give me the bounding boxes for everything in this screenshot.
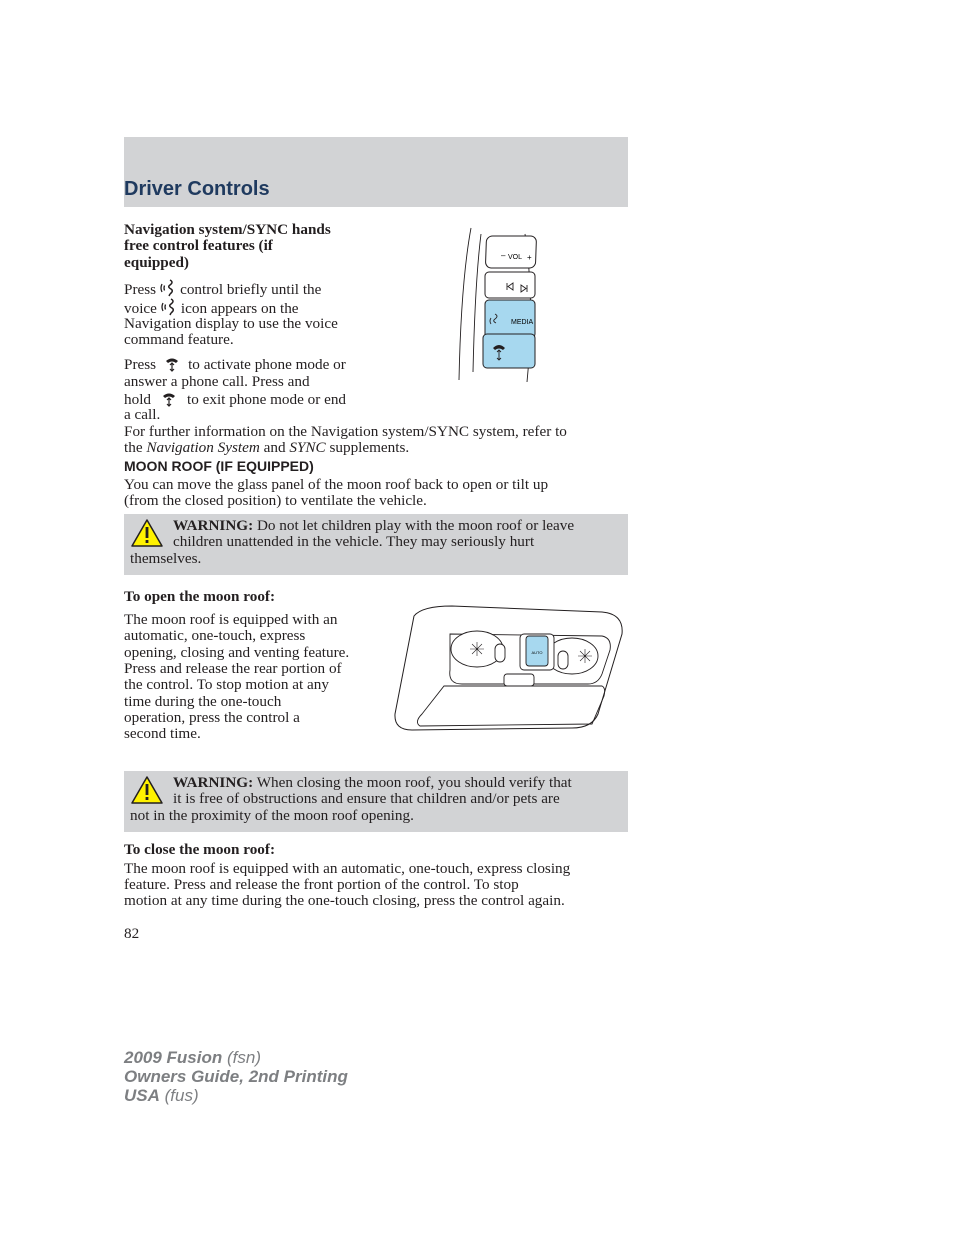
- open-line-1: The moon roof is equipped with an: [124, 611, 338, 628]
- steering-wheel-controls-figure: [455, 222, 545, 387]
- phone-l3-a: hold: [124, 391, 152, 408]
- phone-text-line-2: answer a phone call. Press and: [124, 373, 310, 390]
- phone-l3-b: to exit phone mode or end: [187, 391, 347, 408]
- voice-l2-b: icon appears on the: [180, 300, 299, 317]
- nav-heading-line-2: free control features (if: [124, 237, 273, 254]
- voice-l2-a: voice: [124, 300, 157, 317]
- warning-2-label: WARNING:: [173, 774, 254, 791]
- warning-2-line-3: not in the proximity of the moon roof opening.: [130, 807, 414, 824]
- further-and: and: [263, 439, 286, 456]
- vol-plus: +: [527, 253, 532, 262]
- footer-market-code: (fus): [164, 1086, 199, 1105]
- close-line-3: motion at any time during the one-touch closing, press the control again.: [124, 892, 565, 909]
- footer-line-3: [124, 1086, 348, 1105]
- close-line-2: feature. Press and release the front portion of the control. To stop: [124, 876, 519, 893]
- phone-icon: [164, 356, 180, 372]
- footer: [124, 1048, 348, 1105]
- open-line-7: operation, press the control a: [124, 709, 300, 726]
- open-line-5: the control. To stop motion at any: [124, 676, 329, 693]
- open-line-6: time during the one-touch: [124, 693, 282, 710]
- phone-l1-a: Press: [124, 356, 157, 373]
- further-info-line-1: For further information on the Navigation system/SYNC system, refer to: [124, 423, 567, 440]
- footer-line-1: [124, 1048, 348, 1067]
- footer-guide: Owners Guide, 2nd Printing: [124, 1067, 348, 1086]
- further-the: the: [124, 439, 143, 456]
- phone-text-line-1: [124, 356, 346, 374]
- open-line-8: second time.: [124, 725, 201, 742]
- open-line-3: opening, closing and venting feature.: [124, 644, 350, 661]
- moon-roof-intro-line-1: You can move the glass panel of the moon roof back to open or tilt up: [124, 476, 549, 493]
- voice-text-line-1: [124, 279, 321, 299]
- warning-2-line-2: it is free of obstructions and ensure that children and/or pets are: [173, 790, 560, 807]
- warning-triangle-icon: [130, 775, 164, 805]
- voice-l1-a: Press: [124, 281, 157, 298]
- open-heading: To open the moon roof:: [124, 588, 276, 605]
- warning-triangle-icon: [130, 518, 164, 548]
- overhead-console-figure: [392, 604, 626, 732]
- voice-text-line-3: Navigation display to use the voice: [124, 315, 338, 332]
- nav-heading-line-1: Navigation system/SYNC hands: [124, 221, 331, 238]
- warning-2-text-1: When closing the moon roof, you should verify that: [256, 774, 572, 791]
- further-supplements: supplements.: [329, 439, 410, 456]
- open-line-4: Press and release the rear portion of: [124, 660, 342, 677]
- voice-icon: [159, 279, 177, 297]
- voice-icon: [160, 298, 178, 316]
- phone-text-line-4: a call.: [124, 406, 161, 423]
- media-label: MEDIA: [511, 319, 534, 326]
- close-heading: To close the moon roof:: [124, 841, 276, 858]
- page-number: 82: [124, 925, 140, 942]
- voice-text-line-4: command feature.: [124, 331, 234, 348]
- moon-roof-intro-line-2: (from the closed position) to ventilate the vehicle.: [124, 492, 427, 509]
- voice-l1-b: control briefly until the: [180, 281, 322, 298]
- auto-label: AUTO: [531, 650, 543, 655]
- warning-1-text-1: Do not let children play with the moon roof or leave: [256, 517, 575, 534]
- further-info-line-2: [124, 440, 409, 457]
- warning-1-line-3: themselves.: [130, 550, 202, 567]
- footer-line-2: [124, 1067, 348, 1086]
- vol-minus: –: [501, 251, 506, 260]
- phone-icon: [161, 391, 177, 407]
- warning-1-label: WARNING:: [173, 517, 254, 534]
- warning-1-line-2: children unattended in the vehicle. They may seriously hurt: [173, 533, 535, 550]
- moon-roof-heading: MOON ROOF (IF EQUIPPED): [124, 458, 314, 474]
- vol-label: VOL: [507, 254, 523, 261]
- close-line-1: The moon roof is equipped with an automatic, one-touch, express closing: [124, 860, 571, 877]
- page-title: Driver Controls: [124, 178, 270, 200]
- footer-model-code: (fsn): [227, 1048, 261, 1067]
- sync-ref: SYNC: [289, 439, 326, 456]
- footer-model: 2009 Fusion: [124, 1048, 223, 1067]
- open-line-2: automatic, one-touch, express: [124, 627, 306, 644]
- phone-l1-b: to activate phone mode or: [188, 356, 346, 373]
- footer-market: USA: [124, 1086, 160, 1105]
- navigation-system-ref: Navigation System: [146, 439, 260, 456]
- nav-heading-line-3: equipped): [124, 254, 189, 271]
